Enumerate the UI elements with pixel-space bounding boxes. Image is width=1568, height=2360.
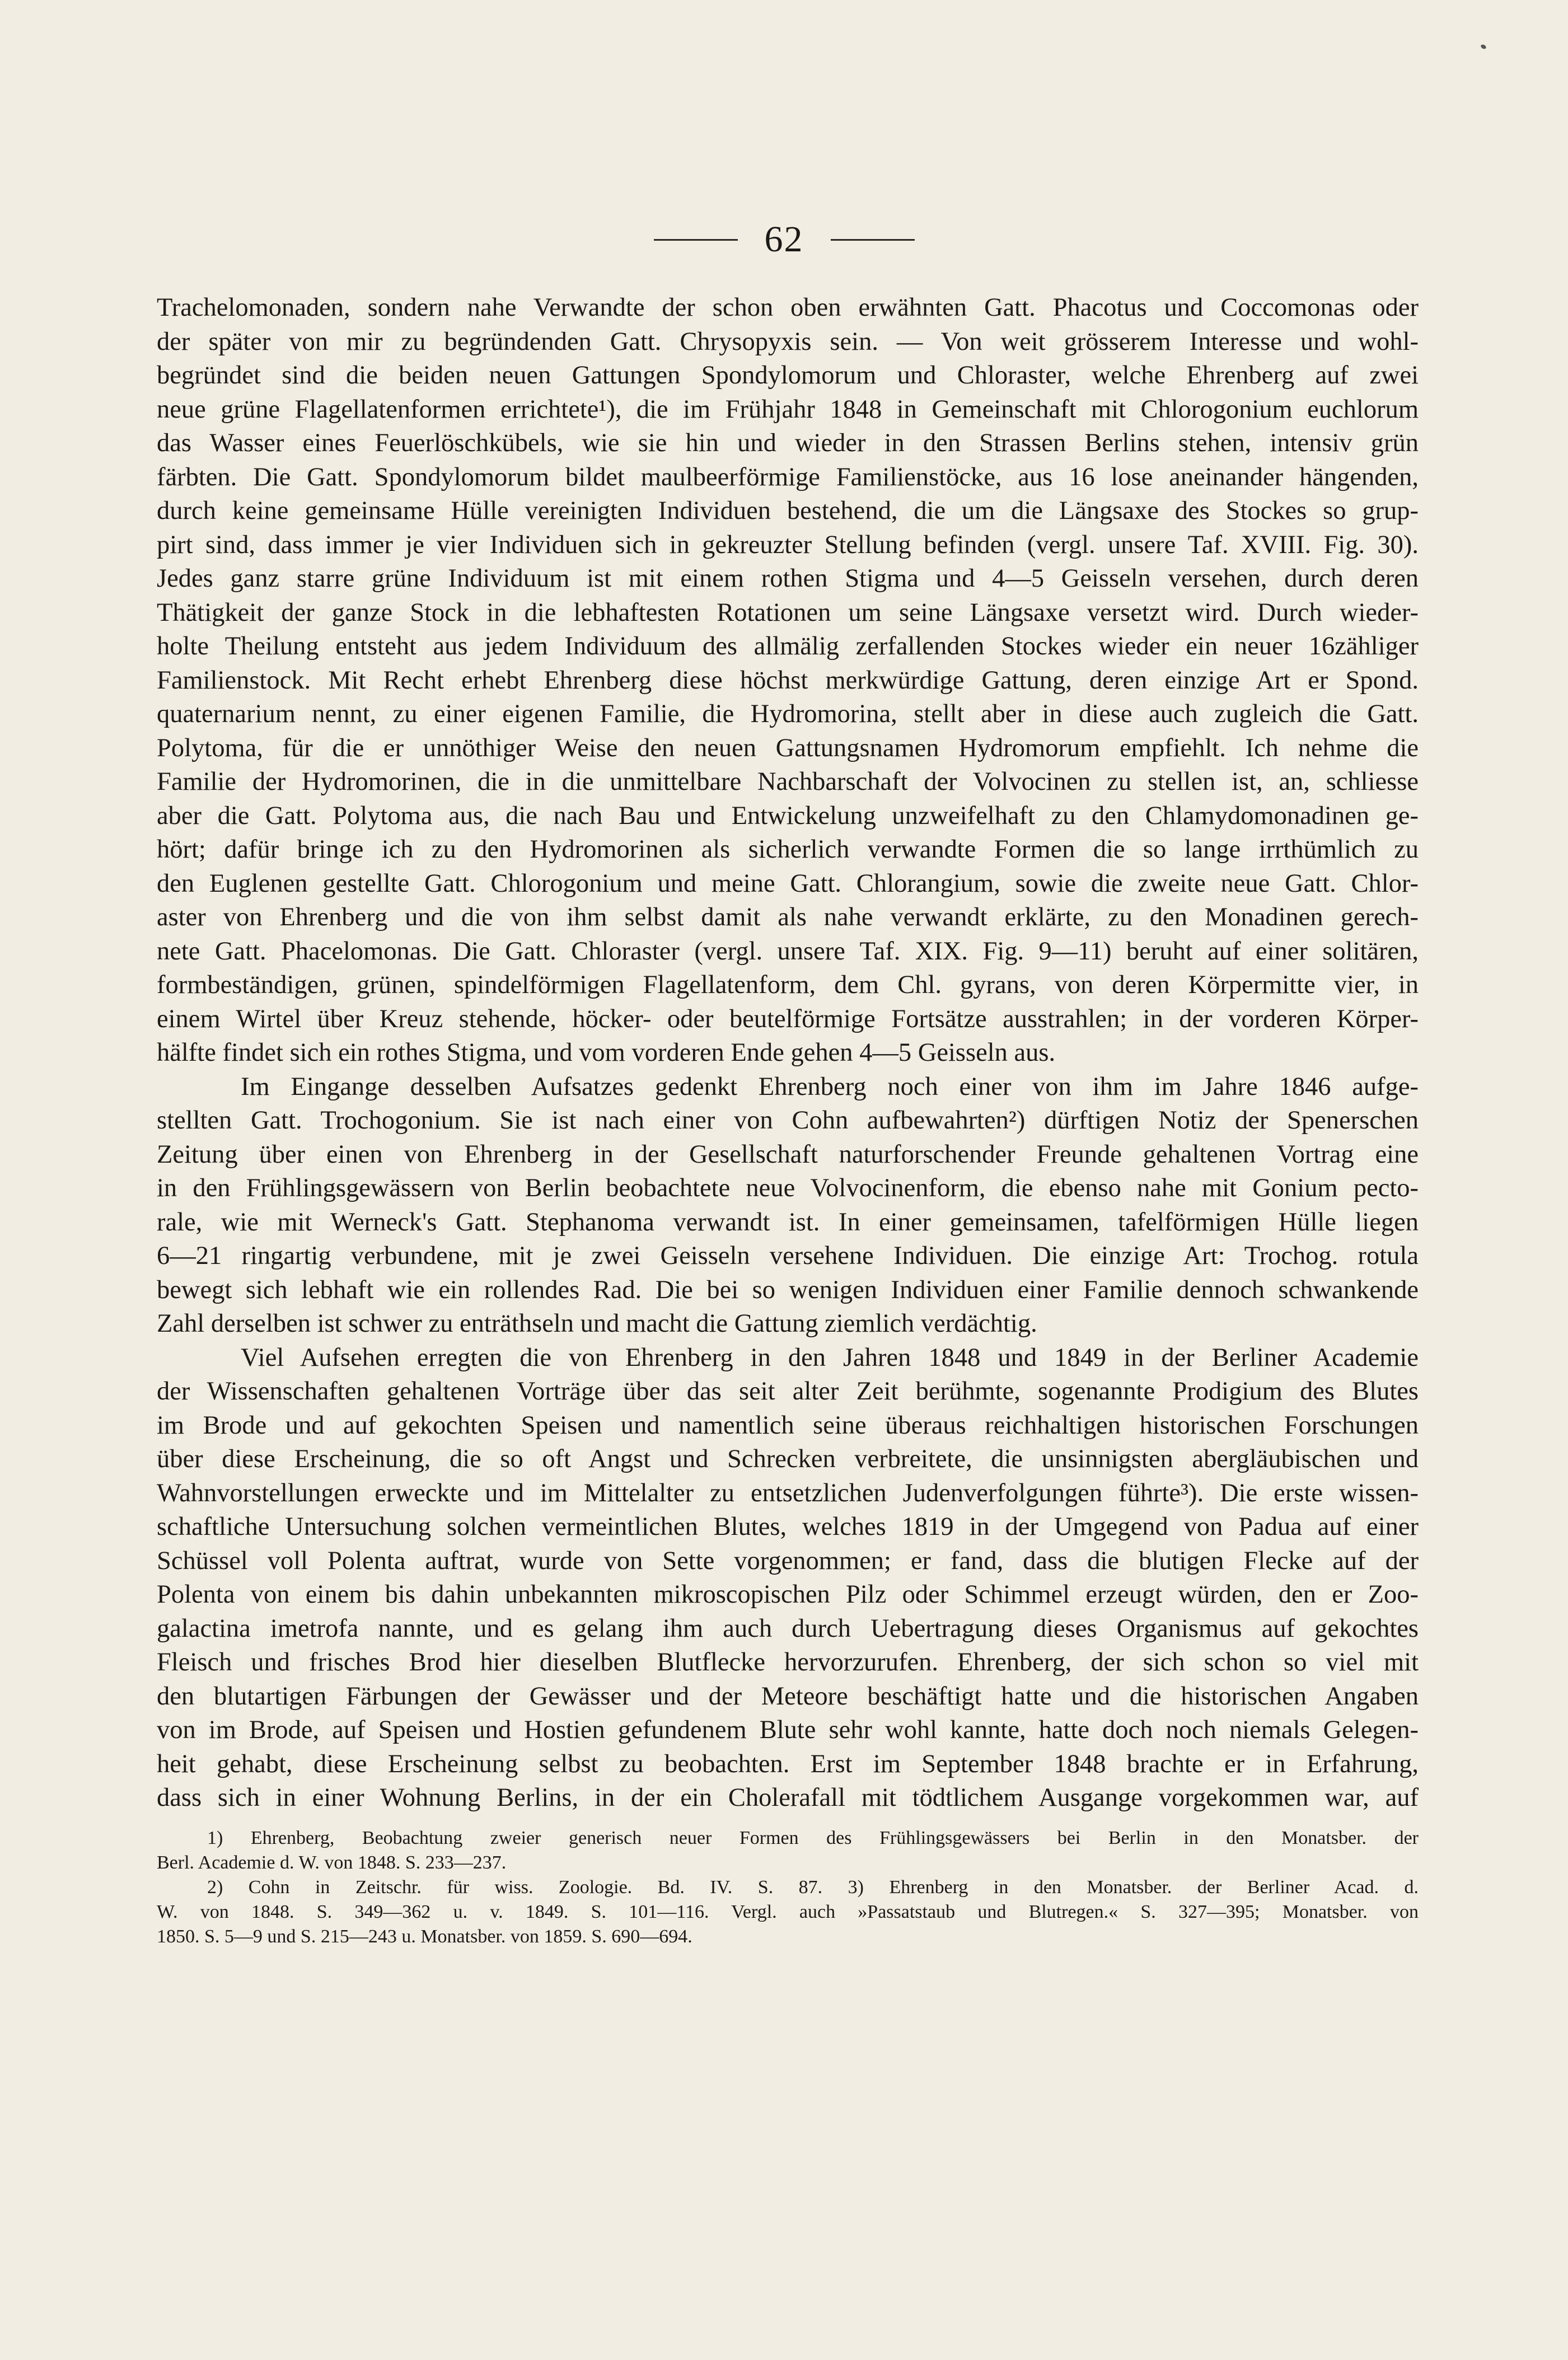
text-line: in den Frühlingsgewässern von Berlin beobachtete neue Volvocinenform, die ebenso nahe mit Gonium pecto- [157, 1174, 1419, 1202]
text-line: aster von Ehrenberg und die von ihm selbst damit als nahe verwandt erklärte, zu den Monadinen gerech- [157, 903, 1419, 931]
text-line: den blutartigen Färbungen der Gewässer und der Meteore beschäftigt hatte und die historischen Angaben [157, 1682, 1419, 1711]
page-number: 62 [764, 219, 804, 260]
page-header [0, 218, 1568, 261]
footnote-line: 1850. S. 5—9 und S. 215—243 u. Monatsber. von 1859. S. 690—694. [157, 1926, 692, 1947]
paper-speck [1480, 44, 1487, 50]
text-line: aber die Gatt. Polytoma aus, die nach Bau und Entwickelung unzweifelhaft zu den Chlamydomonadinen ge- [157, 801, 1419, 830]
footnote-line: 2) Cohn in Zeitschr. für wiss. Zoologie. Bd. IV. S. 87. 3) Ehrenberg in den Monatsber. der Berliner Acad. d. [207, 1877, 1419, 1898]
text-line: 6—21 ringartig verbundene, mit je zwei Geisseln versehene Individuen. Die einzige Art: Trochog. rotula [157, 1242, 1419, 1270]
text-line: Polenta von einem bis dahin unbekannten mikroscopischen Pilz oder Schimmel erzeugt würden, den er Zoo- [157, 1580, 1419, 1609]
text-line: galactina imetrofa nannte, und es gelang ihm auch durch Uebertragung dieses Organismus auf gekochtes [157, 1614, 1419, 1643]
text-line: hört; dafür bringe ich zu den Hydromorinen als sicherlich verwandte Formen die so lange irrthümlich zu [157, 835, 1419, 864]
text-line: quaternarium nennt, zu einer eigenen Familie, die Hydromorina, stellt aber in diese auch zugleich die Gatt. [157, 700, 1419, 728]
header-rule-left [654, 239, 738, 241]
text-line: durch keine gemeinsame Hülle vereinigten Individuen bestehend, die um die Längsaxe des Stockes so grup- [157, 497, 1419, 525]
text-line: einem Wirtel über Kreuz stehende, höcker- oder beutelförmige Fortsätze ausstrahlen; in der vorderen Körper- [157, 1004, 1419, 1033]
text-line: Wahnvorstellungen erweckte und im Mittelalter zu entsetzlichen Judenverfolgungen führte³). Die erste wissen- [157, 1478, 1419, 1507]
text-line: Trachelomonaden, sondern nahe Verwandte der schon oben erwähnten Gatt. Phacotus und Coccomonas oder [157, 293, 1419, 322]
text-line: Jedes ganz starre grüne Individuum ist mit einem rothen Stigma und 4—5 Geisseln versehen, durch deren [157, 564, 1419, 593]
text-line: über diese Erscheinung, die so oft Angst und Schrecken verbreitete, die unsinnigsten abergläubischen und [157, 1445, 1419, 1473]
text-line: pirt sind, dass immer je vier Individuen sich in gekreuzter Stellung befinden (vergl. unsere Taf. XVIII. Fig. 30). [157, 530, 1419, 559]
text-line: der später von mir zu begründenden Gatt. Chrysopyxis sein. — Von weit grösserem Interesse und wohl- [157, 327, 1419, 356]
text-line: Im Eingange desselben Aufsatzes gedenkt Ehrenberg noch einer von ihm im Jahre 1846 aufge- [241, 1072, 1419, 1101]
text-line: hälfte findet sich ein rothes Stigma, und vom vorderen Ende gehen 4—5 Geisseln aus. [157, 1038, 1056, 1067]
text-line: stellten Gatt. Trochogonium. Sie ist nach einer von Cohn aufbewahrten²) dürftigen Notiz der Spenerschen [157, 1106, 1419, 1135]
text-line: Familienstock. Mit Recht erhebt Ehrenberg diese höchst merkwürdige Gattung, deren einzige Art er Spond. [157, 666, 1419, 695]
text-line: dass sich in einer Wohnung Berlins, in der ein Cholerafall mit tödtlichem Ausgange vorgekommen war, auf [157, 1783, 1419, 1812]
header-rule-right [831, 239, 915, 241]
text-line: Fleisch und frisches Brod hier dieselben Blutflecke hervorzurufen. Ehrenberg, der sich schon so viel mit [157, 1648, 1419, 1677]
text-line: bewegt sich lebhaft wie ein rollendes Rad. Die bei so wenigen Individuen einer Familie dennoch schwankende [157, 1275, 1419, 1304]
text-line: färbten. Die Gatt. Spondylomorum bildet maulbeerförmige Familienstöcke, aus 16 lose aneinander hängenden, [157, 462, 1419, 491]
text-line: begründet sind die beiden neuen Gattungen Spondylomorum und Chloraster, welche Ehrenberg auf zwei [157, 361, 1419, 390]
text-line: den Euglenen gestellte Gatt. Chlorogonium und meine Gatt. Chlorangium, sowie die zweite neue Gatt. Chlor- [157, 869, 1419, 898]
footnote-line: 1) Ehrenberg, Beobachtung zweier generisch neuer Formen des Frühlingsgewässers bei Berlin in den Monatsber. der [207, 1828, 1419, 1848]
text-line: neue grüne Flagellatenformen errichtete¹), die im Frühjahr 1848 in Gemeinschaft mit Chlorogonium euchlorum [157, 395, 1419, 424]
text-line: schaftliche Untersuchung solchen vermeintlichen Blutes, welches 1819 in der Umgegend von Padua auf einer [157, 1513, 1419, 1541]
text-line: nete Gatt. Phacelomonas. Die Gatt. Chloraster (vergl. unsere Taf. XIX. Fig. 9—11) beruht auf einer solitären, [157, 936, 1419, 966]
text-line: heit gehabt, diese Erscheinung selbst zu beobachten. Erst im September 1848 brachte er in Erfahrung, [157, 1749, 1419, 1778]
text-line: das Wasser eines Feuerlöschkübels, wie sie hin und wieder in den Strassen Berlins stehen, intensiv grün [157, 429, 1419, 457]
text-line: Zeitung über einen von Ehrenberg in der Gesellschaft naturforschender Freunde gehaltenen Vortrag eine [157, 1140, 1419, 1169]
text-line: im Brode und auf gekochten Speisen und namentlich seine überaus reichhaltigen historischen Forschungen [157, 1411, 1419, 1440]
text-line: Schüssel voll Polenta auftrat, wurde von Sette vorgenommen; er fand, dass die blutigen Flecke auf der [157, 1546, 1419, 1575]
text-line: der Wissenschaften gehaltenen Vorträge über das seit alter Zeit berühmte, sogenannte Prodigium des Blutes [157, 1377, 1419, 1406]
footnote-line: W. von 1848. S. 349—362 u. v. 1849. S. 101—116. Vergl. auch »Passatstaub und Blutregen.« S. 327—395; Monatsber. von [157, 1902, 1419, 1922]
text-line: Viel Aufsehen erregten die von Ehrenberg in den Jahren 1848 und 1849 in der Berliner Academie [241, 1343, 1419, 1372]
text-line: Polytoma, für die er unnöthiger Weise den neuen Gattungsnamen Hydromorum empfiehlt. Ich nehme die [157, 733, 1419, 762]
text-line: holte Theilung entsteht aus jedem Individuum des allmälig zerfallenden Stockes wieder ein neuer 16zähliger [157, 632, 1419, 661]
text-line: formbeständigen, grünen, spindelförmigen Flagellatenform, dem Chl. gyrans, von deren Körpermitte vier, in [157, 971, 1419, 999]
text-line: Familie der Hydromorinen, die in die unmittelbare Nachbarschaft der Volvocinen zu stellen ist, an, schliesse [157, 767, 1419, 796]
footnotes [157, 1826, 1419, 1949]
text-line: Thätigkeit der ganze Stock in die lebhaftesten Rotationen um seine Längsaxe versetzt wird. Durch wieder- [157, 598, 1419, 627]
text-line: Zahl derselben ist schwer zu enträthseln und macht die Gattung ziemlich verdächtig. [157, 1309, 1037, 1338]
body-text [157, 291, 1419, 1815]
text-line: rale, wie mit Werneck's Gatt. Stephanoma verwandt ist. In einer gemeinsamen, tafelförmigen Hülle liegen [157, 1207, 1419, 1237]
text-line: von im Brode, auf Speisen und Hostien gefundenem Blute sehr wohl kannte, hatte doch noch niemals Gelegen- [157, 1716, 1419, 1744]
footnote-line: Berl. Academie d. W. von 1848. S. 233—237. [157, 1852, 507, 1873]
